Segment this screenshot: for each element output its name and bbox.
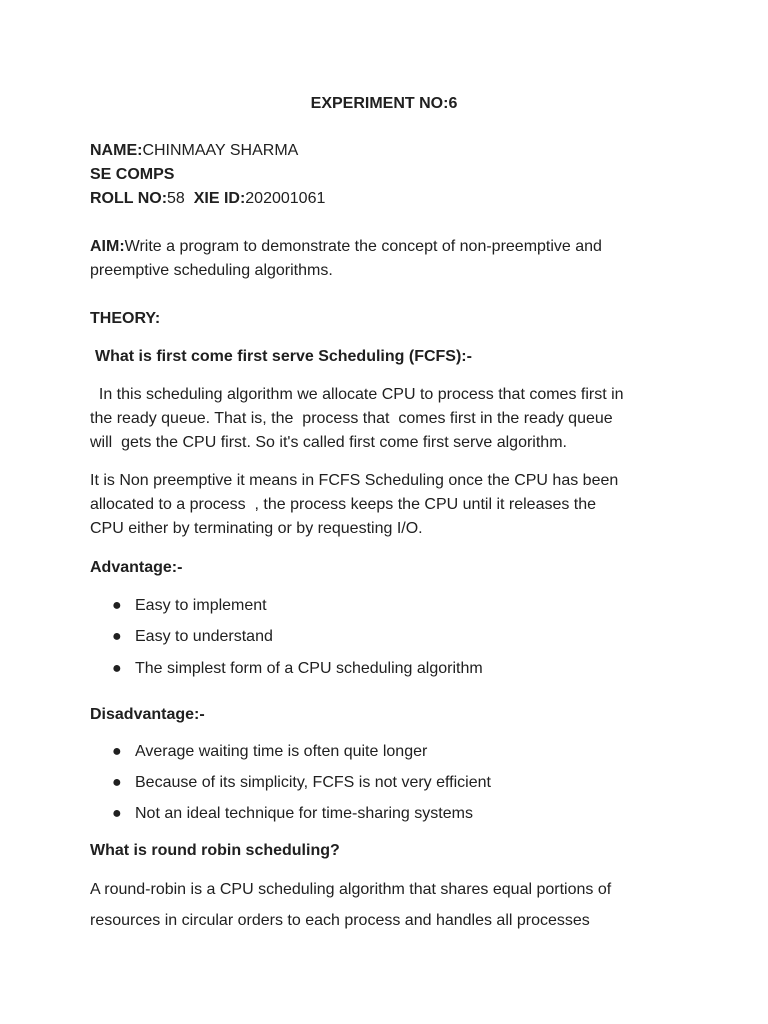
roll-label: ROLL NO: xyxy=(90,190,168,207)
disadvantage-heading: Disadvantage:- xyxy=(90,706,205,723)
aim-paragraph xyxy=(90,235,690,283)
roll-value: 58 xyxy=(167,190,185,207)
aim-line: Write a program to demonstrate the concept of non-preemptive and xyxy=(124,238,602,255)
theory-heading: THEORY: xyxy=(90,310,161,327)
rr-heading: What is round robin scheduling? xyxy=(90,842,340,859)
aim-line: preemptive scheduling algorithms. xyxy=(90,262,333,279)
paragraph-line: It is Non preemptive it means in FCFS Scheduling once the CPU has been xyxy=(90,472,619,489)
list-item xyxy=(112,775,491,791)
bullet-icon: ● xyxy=(112,743,122,760)
list-item-text: Average waiting time is often quite longer xyxy=(135,743,428,760)
paragraph-line: In this scheduling algorithm we allocate CPU to process that comes first in xyxy=(90,386,624,403)
class-line: SE COMPS xyxy=(90,166,175,183)
bullet-icon: ● xyxy=(112,660,122,677)
experiment-title: EXPERIMENT NO:6 xyxy=(310,95,458,112)
paragraph-line: resources in circular orders to each process and handles all processes xyxy=(90,912,590,929)
paragraph-line: allocated to a process , the process keeps the CPU until it releases the xyxy=(90,496,597,513)
roll-line xyxy=(90,191,325,207)
paragraph-line: CPU either by terminating or by requesting I/O. xyxy=(90,520,423,537)
list-item xyxy=(112,629,273,645)
bullet-icon: ● xyxy=(112,774,122,791)
list-item-text: Easy to understand xyxy=(135,628,273,645)
bullet-icon: ● xyxy=(112,597,122,614)
xie-label: XIE ID: xyxy=(193,190,246,207)
list-item xyxy=(112,744,427,760)
fcfs-paragraph-2 xyxy=(90,469,690,541)
bullet-icon: ● xyxy=(112,805,122,822)
list-item-text: Because of its simplicity, FCFS is not very efficient xyxy=(135,774,491,791)
paragraph-line: A round-robin is a CPU scheduling algorithm that shares equal portions of xyxy=(90,881,612,898)
aim-label: AIM: xyxy=(90,238,125,255)
list-item xyxy=(112,806,473,822)
list-item xyxy=(112,661,483,677)
name-value: CHINMAAY SHARMA xyxy=(142,142,299,159)
name-line xyxy=(90,143,298,159)
fcfs-paragraph-1 xyxy=(90,383,690,455)
paragraph-line: the ready queue. That is, the process that comes first in the ready queue xyxy=(90,410,613,427)
advantage-heading: Advantage:- xyxy=(90,559,183,576)
list-item-text: Easy to implement xyxy=(135,597,267,614)
bullet-icon: ● xyxy=(112,628,122,645)
name-label: NAME: xyxy=(90,142,143,159)
list-item-text: Not an ideal technique for time-sharing systems xyxy=(135,805,473,822)
xie-value: 202001061 xyxy=(245,190,326,207)
fcfs-heading: What is first come first serve Scheduling (FCFS):- xyxy=(95,348,472,365)
list-item-text: The simplest form of a CPU scheduling algorithm xyxy=(135,660,483,677)
list-item xyxy=(112,598,267,614)
rr-paragraph xyxy=(90,874,690,936)
paragraph-line: will gets the CPU first. So it's called first come first serve algorithm. xyxy=(90,434,567,451)
